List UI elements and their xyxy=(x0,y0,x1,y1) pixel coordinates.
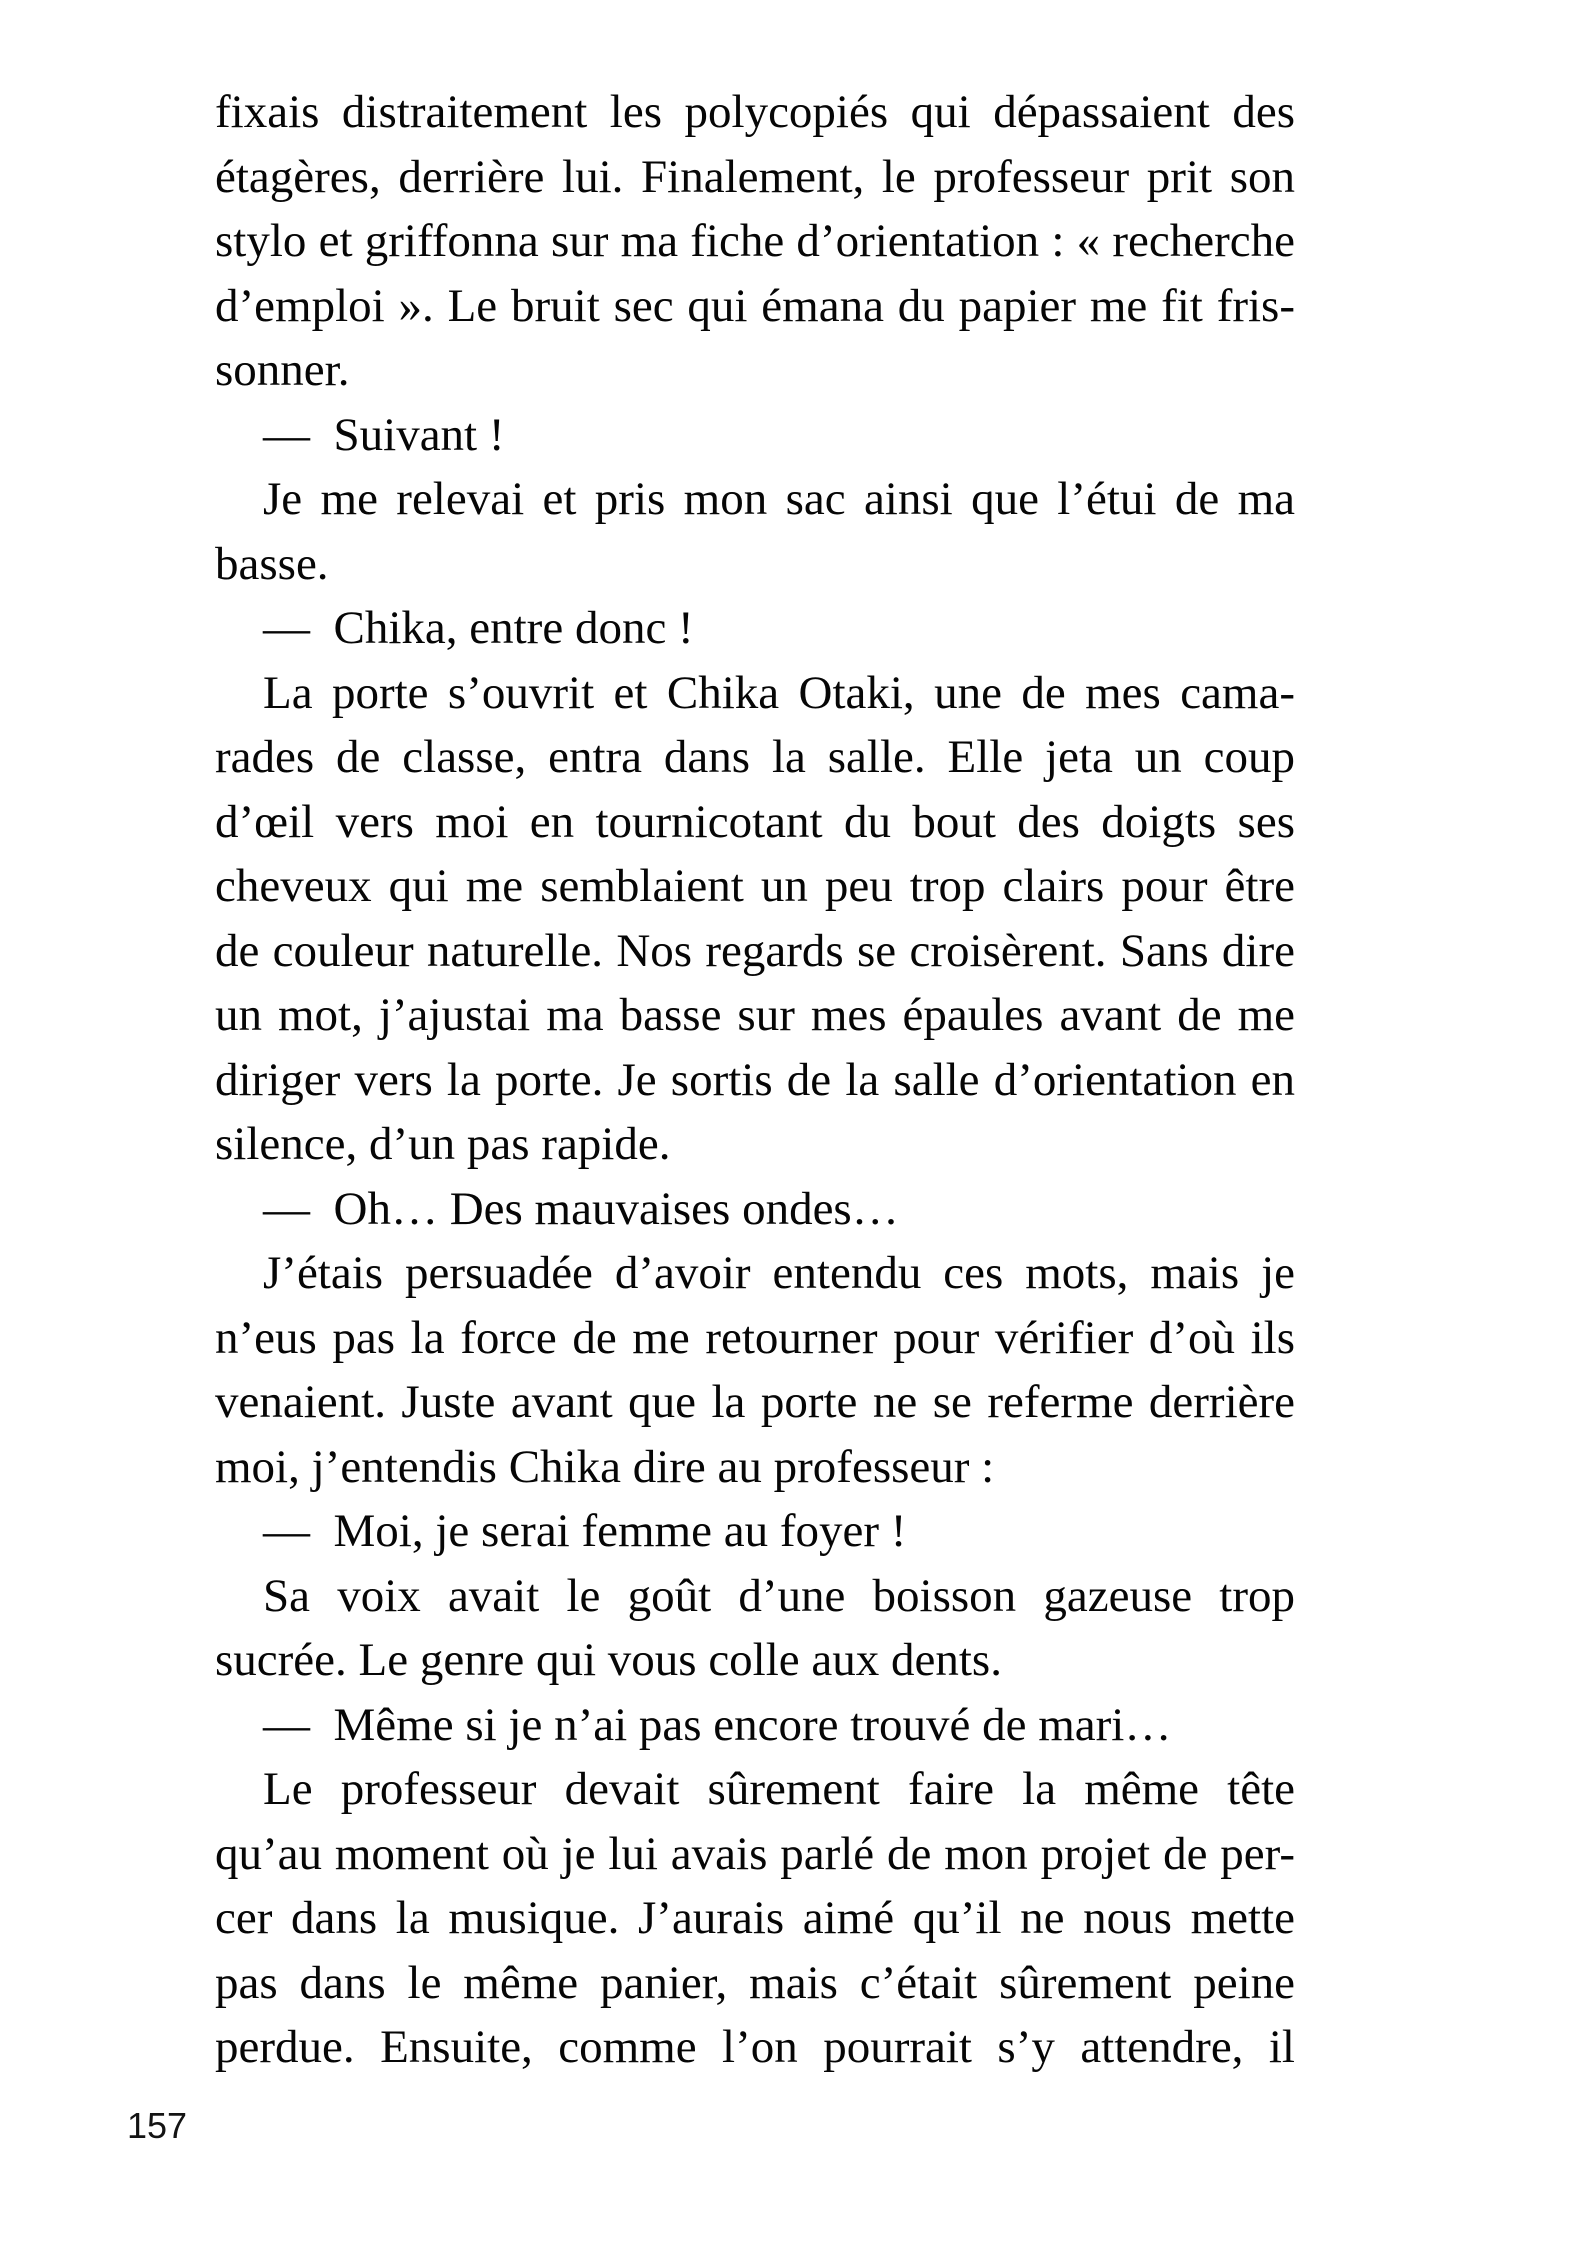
dialogue-line: — Moi, je serai femme au foyer ! xyxy=(263,1505,907,1557)
text-line: Sa voix avait le goût d’une boisson gazeuse trop xyxy=(263,1569,1295,1622)
text-line: silence, d’un pas rapide. xyxy=(215,1118,671,1170)
text-line: sucrée. Le genre qui vous colle aux dents. xyxy=(215,1634,1002,1686)
text-line: étagères, derrière lui. Finalement, le professeur prit son xyxy=(215,150,1295,203)
dialogue-line: — Oh… Des mauvaises ondes… xyxy=(263,1182,899,1235)
text-line: de couleur naturelle. Nos regards se croisèrent. Sans dire xyxy=(215,924,1295,977)
text-line: Le professeur devait sûrement faire la même tête xyxy=(263,1763,1295,1815)
text-line: qu’au moment où je lui avais parlé de mon projet de per- xyxy=(215,1827,1295,1880)
text-line: J’étais persuadée d’avoir entendu ces mots, mais je xyxy=(263,1247,1295,1299)
text-line: d’emploi ». Le bruit sec qui émana du papier me fit fris- xyxy=(215,279,1295,332)
dialogue-line: — Suivant ! xyxy=(263,408,505,461)
text-line: fixais distraitement les polycopiés qui dépassaient des xyxy=(215,86,1295,138)
text-line: moi, j’entendis Chika dire au professeur : xyxy=(215,1440,995,1493)
text-line: diriger vers la porte. Je sortis de la salle d’orientation en xyxy=(215,1053,1295,1106)
text-line: perdue. Ensuite, comme l’on pourrait s’y attendre, il xyxy=(215,2021,1295,2073)
text-line: stylo et griffonna sur ma fiche d’orientation : « recherche xyxy=(215,215,1295,267)
text-line: pas dans le même panier, mais c’était sûrement peine xyxy=(215,1956,1295,2009)
text-line: sonner. xyxy=(215,344,350,396)
text-line: rades de classe, entra dans la salle. Elle jeta un coup xyxy=(215,731,1295,783)
text-line: d’œil vers moi en tournicotant du bout des doigts ses xyxy=(215,795,1295,848)
page-number: 157 xyxy=(127,2105,188,2146)
text-line: La porte s’ouvrit et Chika Otaki, une de mes cama- xyxy=(263,666,1295,719)
text-line: n’eus pas la force de me retourner pour vérifier d’où ils xyxy=(215,1311,1295,1364)
dialogue-line: — Même si je n’ai pas encore trouvé de mari… xyxy=(263,1698,1172,1751)
text-line: un mot, j’ajustai ma basse sur mes épaules avant de me xyxy=(215,989,1295,1041)
text-line: basse. xyxy=(215,537,329,590)
page-text xyxy=(215,80,1295,2080)
text-line: venaient. Juste avant que la porte ne se referme derrière xyxy=(215,1376,1295,1428)
dialogue-line: — Chika, entre donc ! xyxy=(263,602,694,654)
text-line: Je me relevai et pris mon sac ainsi que l’étui de ma xyxy=(263,473,1295,525)
text-line: cer dans la musique. J’aurais aimé qu’il ne nous mette xyxy=(215,1892,1295,1944)
text-line: cheveux qui me semblaient un peu trop clairs pour être xyxy=(215,860,1295,912)
